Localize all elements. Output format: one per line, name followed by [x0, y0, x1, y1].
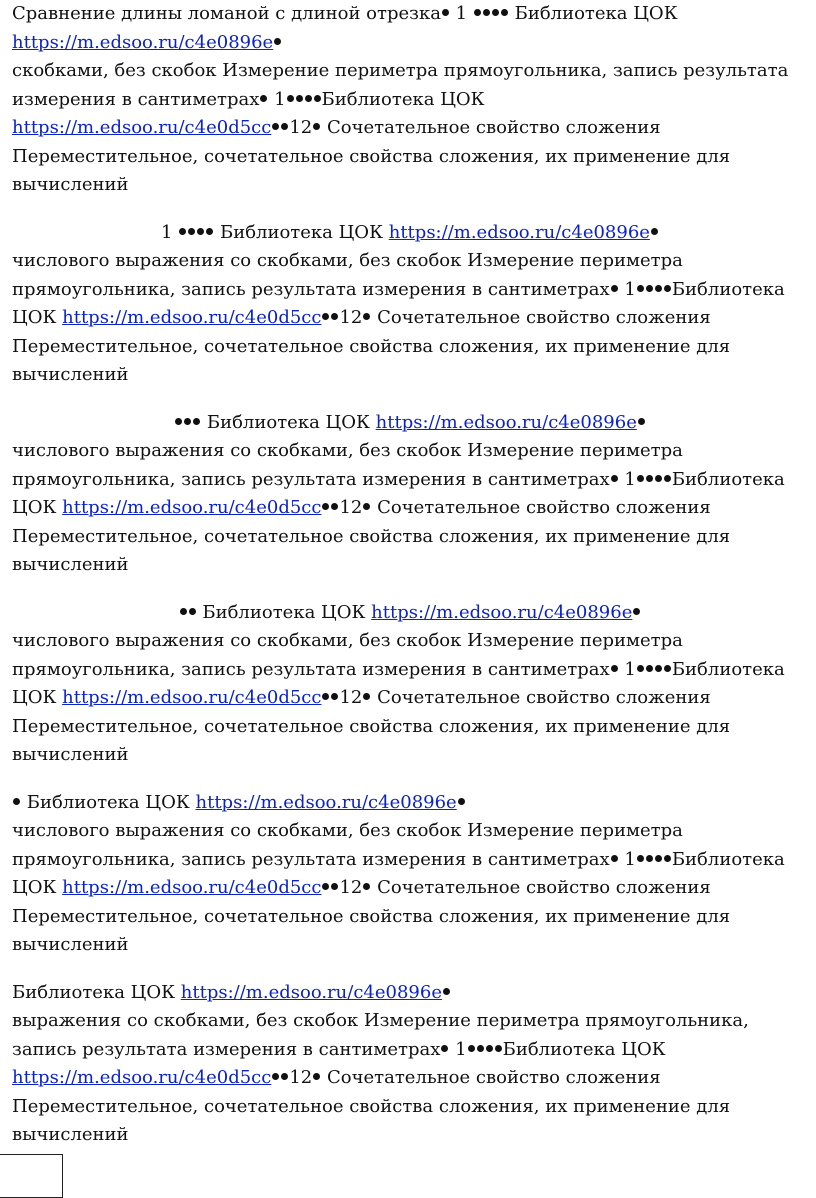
- library-link[interactable]: https://m.edsoo.ru/c4e0896e: [195, 791, 457, 813]
- library-link[interactable]: https://m.edsoo.ru/c4e0d5cc: [62, 497, 322, 518]
- bullet-icon: [655, 855, 662, 862]
- bullet-icon: [664, 475, 671, 482]
- bullet-icon: [655, 665, 662, 672]
- centered-line: [12, 219, 808, 248]
- library-label: Библиотека ЦОК: [219, 221, 383, 243]
- library-link[interactable]: https://m.edsoo.ru/c4e0896e: [371, 601, 633, 623]
- hours-count: 1: [624, 848, 636, 870]
- bullet-icon: [331, 883, 338, 890]
- library-link[interactable]: https://m.edsoo.ru/c4e0d5cc: [62, 877, 322, 898]
- bullet-icon: [296, 95, 303, 102]
- bullet-icon: [492, 9, 499, 16]
- bullet-icon: [193, 418, 200, 425]
- lesson-title: Сочетательное свойство сложения Переместительное, сочетательное свойства сложения, их применение для вычислений: [12, 307, 731, 385]
- bullet-icon: [331, 313, 338, 320]
- bullet-icon: [611, 285, 618, 292]
- bullet-icon: [637, 285, 644, 292]
- library-label: Библиотека ЦОК: [202, 601, 366, 623]
- bullet-icon: [474, 9, 481, 16]
- bullet-icon: [468, 1045, 475, 1052]
- lesson-title: числового выражения со скобками, без скобок Измерение периметра прямоугольника, запись результата измерения в сантиметрах: [12, 440, 683, 490]
- bullet-icon: [184, 418, 191, 425]
- bullet-icon: [281, 123, 288, 130]
- bullet-icon: [313, 123, 320, 130]
- library-label: Библиотека ЦОК: [12, 278, 785, 328]
- library-link[interactable]: https://m.edsoo.ru/c4e0896e: [180, 981, 442, 1003]
- lesson-title: Сочетательное свойство сложения Переместительное, сочетательное свойства сложения, их применение для вычислений: [12, 687, 731, 765]
- text-block-4: [12, 599, 808, 770]
- library-label: Библиотека ЦОК: [12, 468, 785, 518]
- bullet-icon: [664, 665, 671, 672]
- bullet-icon: [180, 608, 187, 615]
- text-block-2: [12, 219, 808, 390]
- library-label: Библиотека ЦОК: [12, 848, 785, 898]
- bullet-icon: [637, 855, 644, 862]
- bullet-icon: [272, 1073, 279, 1080]
- bullet-icon: [495, 1045, 502, 1052]
- hours-count: 12: [339, 877, 363, 898]
- text-block-6: [12, 979, 808, 1150]
- bullet-icon: [441, 1045, 448, 1052]
- lesson-title: скобками, без скобок Измерение периметра прямоугольника, запись результата измерения в сантиметрах: [12, 60, 789, 110]
- centered-line: [12, 409, 808, 438]
- bullet-icon: [611, 855, 618, 862]
- bullet-icon: [206, 228, 213, 235]
- bullet-icon: [664, 855, 671, 862]
- bullet-icon: [189, 608, 196, 615]
- hours-count: 12: [339, 307, 363, 328]
- bullet-icon: [442, 9, 449, 16]
- bullet-icon: [363, 503, 370, 510]
- bullet-icon: [287, 95, 294, 102]
- bullet-icon: [483, 9, 490, 16]
- library-label: Библиотека ЦОК: [12, 658, 785, 708]
- lesson-title: Сочетательное свойство сложения Переместительное, сочетательное свойства сложения, их применение для вычислений: [12, 877, 731, 955]
- hours-count: 1: [624, 468, 636, 490]
- library-label: Библиотека ЦОК: [514, 3, 678, 24]
- hours-count: 12: [289, 1067, 313, 1088]
- lesson-title: числового выражения со скобками, без скобок Измерение периметра прямоугольника, запись результата измерения в сантиметрах: [12, 250, 683, 300]
- hours-count: 12: [339, 687, 363, 708]
- lesson-title: Сочетательное свойство сложения Переместительное, сочетательное свойства сложения, их применение для вычислений: [12, 497, 731, 575]
- library-link[interactable]: https://m.edsoo.ru/c4e0896e: [375, 411, 637, 433]
- text-block-5: [12, 789, 808, 960]
- bullet-icon: [305, 95, 312, 102]
- hours-count: 12: [289, 117, 313, 138]
- library-label: Библиотека ЦОК: [12, 981, 176, 1003]
- library-link[interactable]: https://m.edsoo.ru/c4e0d5cc: [12, 117, 272, 138]
- bullet-icon: [611, 665, 618, 672]
- bullet-icon: [655, 475, 662, 482]
- bullet-icon: [646, 285, 653, 292]
- bullet-icon: [486, 1045, 493, 1052]
- bullet-icon: [646, 855, 653, 862]
- lesson-title: числового выражения со скобками, без скобок Измерение периметра прямоугольника, запись результата измерения в сантиметрах: [12, 630, 683, 680]
- library-link[interactable]: https://m.edsoo.ru/c4e0d5cc: [12, 1067, 272, 1088]
- bullet-icon: [363, 883, 370, 890]
- hours-count: 12: [339, 497, 363, 518]
- bullet-icon: [638, 418, 645, 425]
- text-block-3: [12, 409, 808, 580]
- text-block-1: [12, 0, 808, 200]
- bullet-icon: [314, 95, 321, 102]
- centered-line: [12, 599, 808, 628]
- bullet-icon: [281, 1073, 288, 1080]
- bullet-icon: [322, 883, 329, 890]
- lesson-title: числового выражения со скобками, без скобок Измерение периметра прямоугольника, запись результата измерения в сантиметрах: [12, 820, 683, 870]
- bullet-icon: [458, 798, 465, 805]
- lesson-title: выражения со скобками, без скобок Измерение периметра прямоугольника, запись результата измерения в сантиметрах: [12, 1010, 749, 1060]
- hours-count: 1: [624, 278, 636, 300]
- bullet-icon: [179, 228, 186, 235]
- bullet-icon: [322, 313, 329, 320]
- bullet-icon: [331, 693, 338, 700]
- document-page: [12, 0, 808, 1150]
- bullet-icon: [646, 475, 653, 482]
- bullet-icon: [322, 503, 329, 510]
- bullet-icon: [651, 228, 658, 235]
- hours-count: 1: [455, 1038, 467, 1060]
- library-label: Библиотека ЦОК: [321, 88, 485, 110]
- hours-count: 1: [455, 3, 468, 24]
- bullet-icon: [637, 475, 644, 482]
- bullet-icon: [363, 693, 370, 700]
- library-link[interactable]: https://m.edsoo.ru/c4e0896e: [12, 31, 274, 53]
- bullet-icon: [501, 9, 508, 16]
- bullet-icon: [274, 38, 281, 45]
- bullet-icon: [260, 95, 267, 102]
- bullet-icon: [13, 798, 20, 805]
- bullet-icon: [611, 475, 618, 482]
- library-label: Библиотека ЦОК: [206, 411, 370, 433]
- library-label: Библиотека ЦОК: [502, 1038, 666, 1060]
- bullet-icon: [646, 665, 653, 672]
- hours-count: 1: [274, 88, 286, 110]
- bullet-icon: [637, 665, 644, 672]
- lesson-title: Сочетательное свойство сложения Переместительное, сочетательное свойства сложения, их применение для вычислений: [12, 117, 731, 195]
- library-link[interactable]: https://m.edsoo.ru/c4e0896e: [388, 221, 650, 243]
- library-label: Библиотека ЦОК: [26, 791, 190, 813]
- hours-count: 1: [624, 658, 636, 680]
- bullet-icon: [272, 123, 279, 130]
- bullet-icon: [188, 228, 195, 235]
- bullet-icon: [313, 1073, 320, 1080]
- bullet-icon: [197, 228, 204, 235]
- bullet-icon: [443, 988, 450, 995]
- library-link[interactable]: https://m.edsoo.ru/c4e0d5cc: [62, 307, 322, 328]
- bullet-icon: [664, 285, 671, 292]
- lesson-title: Сочетательное свойство сложения Переместительное, сочетательное свойства сложения, их применение для вычислений: [12, 1067, 731, 1145]
- bullet-icon: [175, 418, 182, 425]
- hours-count: 1: [161, 221, 173, 243]
- table-cell-fragment: [0, 1154, 63, 1198]
- bullet-icon: [363, 313, 370, 320]
- bullet-icon: [322, 693, 329, 700]
- bullet-icon: [477, 1045, 484, 1052]
- bullet-icon: [633, 608, 640, 615]
- library-link[interactable]: https://m.edsoo.ru/c4e0d5cc: [62, 687, 322, 708]
- bullet-icon: [655, 285, 662, 292]
- lesson-title: Сравнение длины ломаной с длиной отрезка: [12, 3, 441, 24]
- bullet-icon: [331, 503, 338, 510]
